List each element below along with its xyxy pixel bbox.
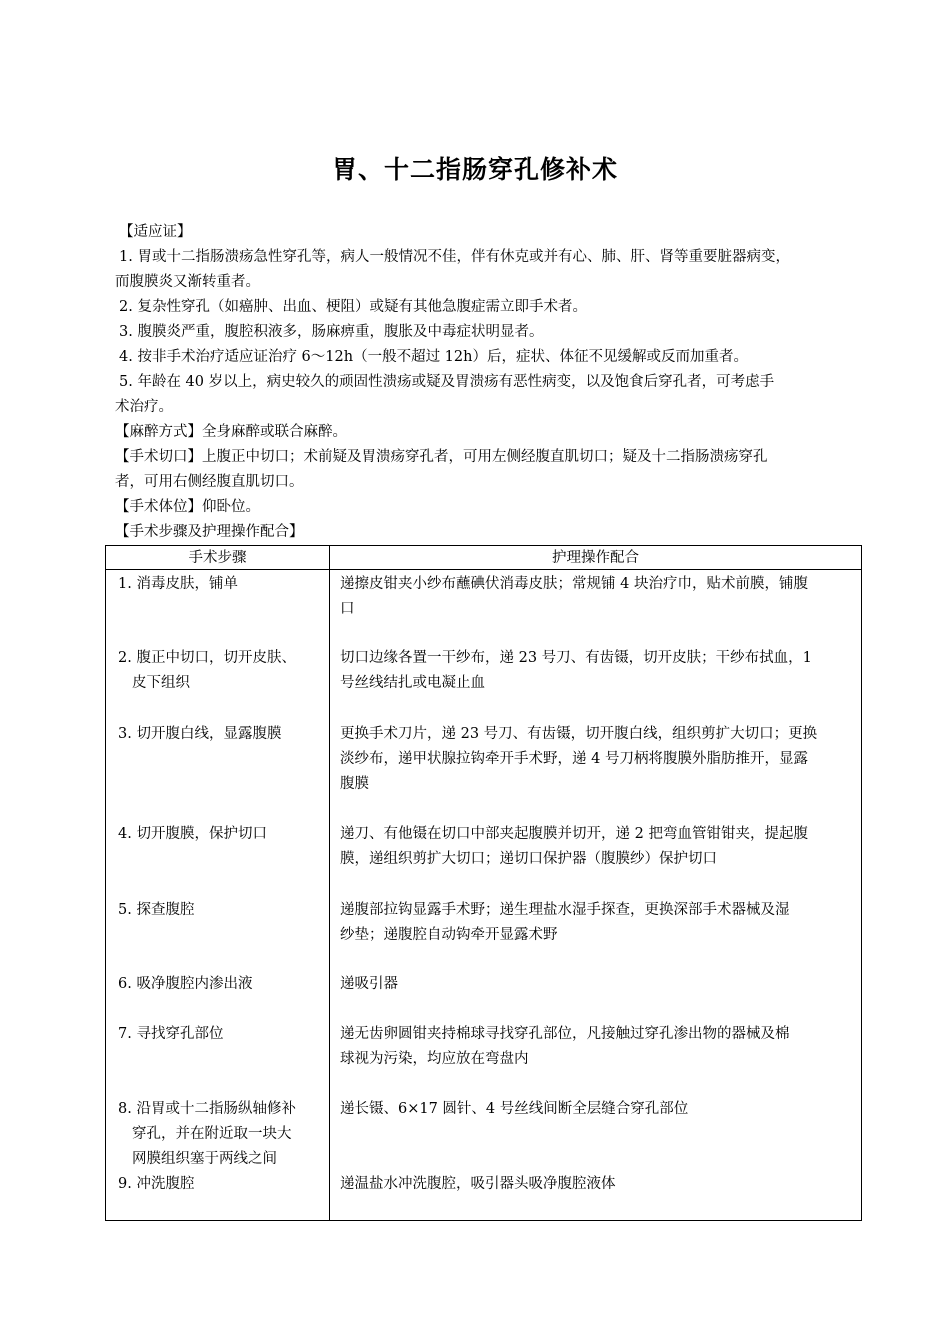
step-text: 3. 切开腹白线，显露腹膜: [118, 725, 282, 742]
step-text: 9. 冲洗腹腔: [118, 1175, 195, 1192]
table-row: [106, 898, 862, 972]
incision-line-2: 者，可用右侧经腹直肌切口。: [115, 474, 304, 490]
care-text: 递温盐水冲洗腹腔，吸引器头吸净腹腔液体: [340, 1175, 616, 1192]
step-text: 8. 沿胃或十二指肠纵轴修补: [118, 1100, 296, 1117]
table-row: [106, 822, 862, 898]
care-text: 递长镊、6×17 圆针、4 号丝线间断全层缝合穿孔部位: [340, 1100, 689, 1117]
care-text: 切口边缘各置一干纱布，递 23 号刀、有齿镊，切开皮肤；干纱布拭血，1: [340, 649, 812, 666]
steps-heading: 【手术步骤及护理操作配合】: [115, 524, 304, 540]
table-row: [106, 1022, 862, 1097]
table-row: [106, 570, 862, 646]
indication-2: 2. 复杂性穿孔（如癌肿、出血、梗阻）或疑有其他急腹症需立即手术者。: [119, 299, 587, 315]
care-text: 腹膜: [340, 775, 369, 792]
care-text: 递刀、有他镊在切口中部夹起腹膜并切开，递 2 把弯血管钳钳夹，提起腹: [340, 825, 808, 842]
table-row: [106, 972, 862, 1022]
care-text: 球视为污染，均应放在弯盘内: [340, 1050, 529, 1067]
page-title: 胃、十二指肠穿孔修补术: [331, 155, 618, 184]
care-text: 递吸引器: [340, 975, 398, 992]
indication-4: 4. 按非手术治疗适应证治疗 6～12h（一般不超过 12h）后，症状、体征不见缓解或反而加重者。: [119, 349, 748, 365]
indication-1-line-1: 1. 胃或十二指肠溃疡急性穿孔等，病人一般情况不佳，伴有休克或并有心、肺、肝、肾等重要脏器病变，: [119, 249, 790, 265]
indication-1-line-2: 而腹膜炎又渐转重者。: [115, 274, 260, 290]
header-steps: 手术步骤: [106, 546, 330, 570]
table-header-row: [106, 546, 862, 570]
steps-table: [105, 545, 862, 1221]
step-text: 皮下组织: [132, 674, 190, 691]
care-text: 口: [340, 601, 355, 617]
care-text: 递擦皮钳夹小纱布蘸碘伏消毒皮肤；常规铺 4 块治疗巾，贴术前膜，铺腹: [340, 576, 808, 592]
step-text: 1. 消毒皮肤，铺单: [118, 576, 238, 592]
step-text: 5. 探查腹腔: [118, 901, 195, 918]
step-text: 网膜组织塞于两线之间: [132, 1150, 277, 1167]
table-row: [106, 722, 862, 822]
care-text: 膜，递组织剪扩大切口；递切口保护器（腹膜纱）保护切口: [340, 850, 717, 867]
indications-heading: 【适应证】: [119, 224, 192, 240]
header-care: 护理操作配合: [330, 546, 862, 570]
position-line: 【手术体位】仰卧位。: [115, 499, 260, 515]
care-text: 更换手术刀片，递 23 号刀、有齿镊，切开腹白线，组织剪扩大切口；更换: [340, 725, 818, 742]
care-text: 纱垫；递腹腔自动钩牵开显露术野: [340, 926, 558, 943]
indication-3: 3. 腹膜炎严重，腹腔积液多，肠麻痹重，腹胀及中毒症状明显者。: [119, 324, 544, 340]
table-row: [106, 1172, 862, 1221]
step-text: 6. 吸净腹腔内渗出液: [118, 975, 253, 992]
indication-5-line-1: 5. 年龄在 40 岁以上，病史较久的顽固性溃疡或疑及胃溃疡有恶性病变，以及饱食后穿孔者，可考虑手: [119, 374, 775, 390]
anesthesia-line: 【麻醉方式】全身麻醉或联合麻醉。: [115, 424, 347, 440]
care-text: 递腹部拉钩显露手术野；递生理盐水湿手探查，更换深部手术器械及湿: [340, 901, 790, 918]
table-row: [106, 646, 862, 722]
care-text: 号丝线结扎或电凝止血: [340, 674, 485, 691]
step-text: 2. 腹正中切口，切开皮肤、: [118, 649, 296, 666]
step-text: 7. 寻找穿孔部位: [118, 1025, 224, 1042]
table-row: [106, 1097, 862, 1172]
incision-line-1: 【手术切口】上腹正中切口；术前疑及胃溃疡穿孔者，可用左侧经腹直肌切口；疑及十二指肠溃疡穿孔: [115, 449, 768, 465]
step-text: 穿孔，并在附近取一块大: [132, 1125, 292, 1142]
step-text: 4. 切开腹膜，保护切口: [118, 825, 267, 842]
indication-5-line-2: 术治疗。: [115, 399, 173, 415]
care-text: 淡纱布，递甲状腺拉钩牵开手术野，递 4 号刀柄将腹膜外脂肪推开，显露: [340, 750, 808, 767]
care-text: 递无齿卵圆钳夹持棉球寻找穿孔部位，凡接触过穿孔渗出物的器械及棉: [340, 1025, 790, 1042]
